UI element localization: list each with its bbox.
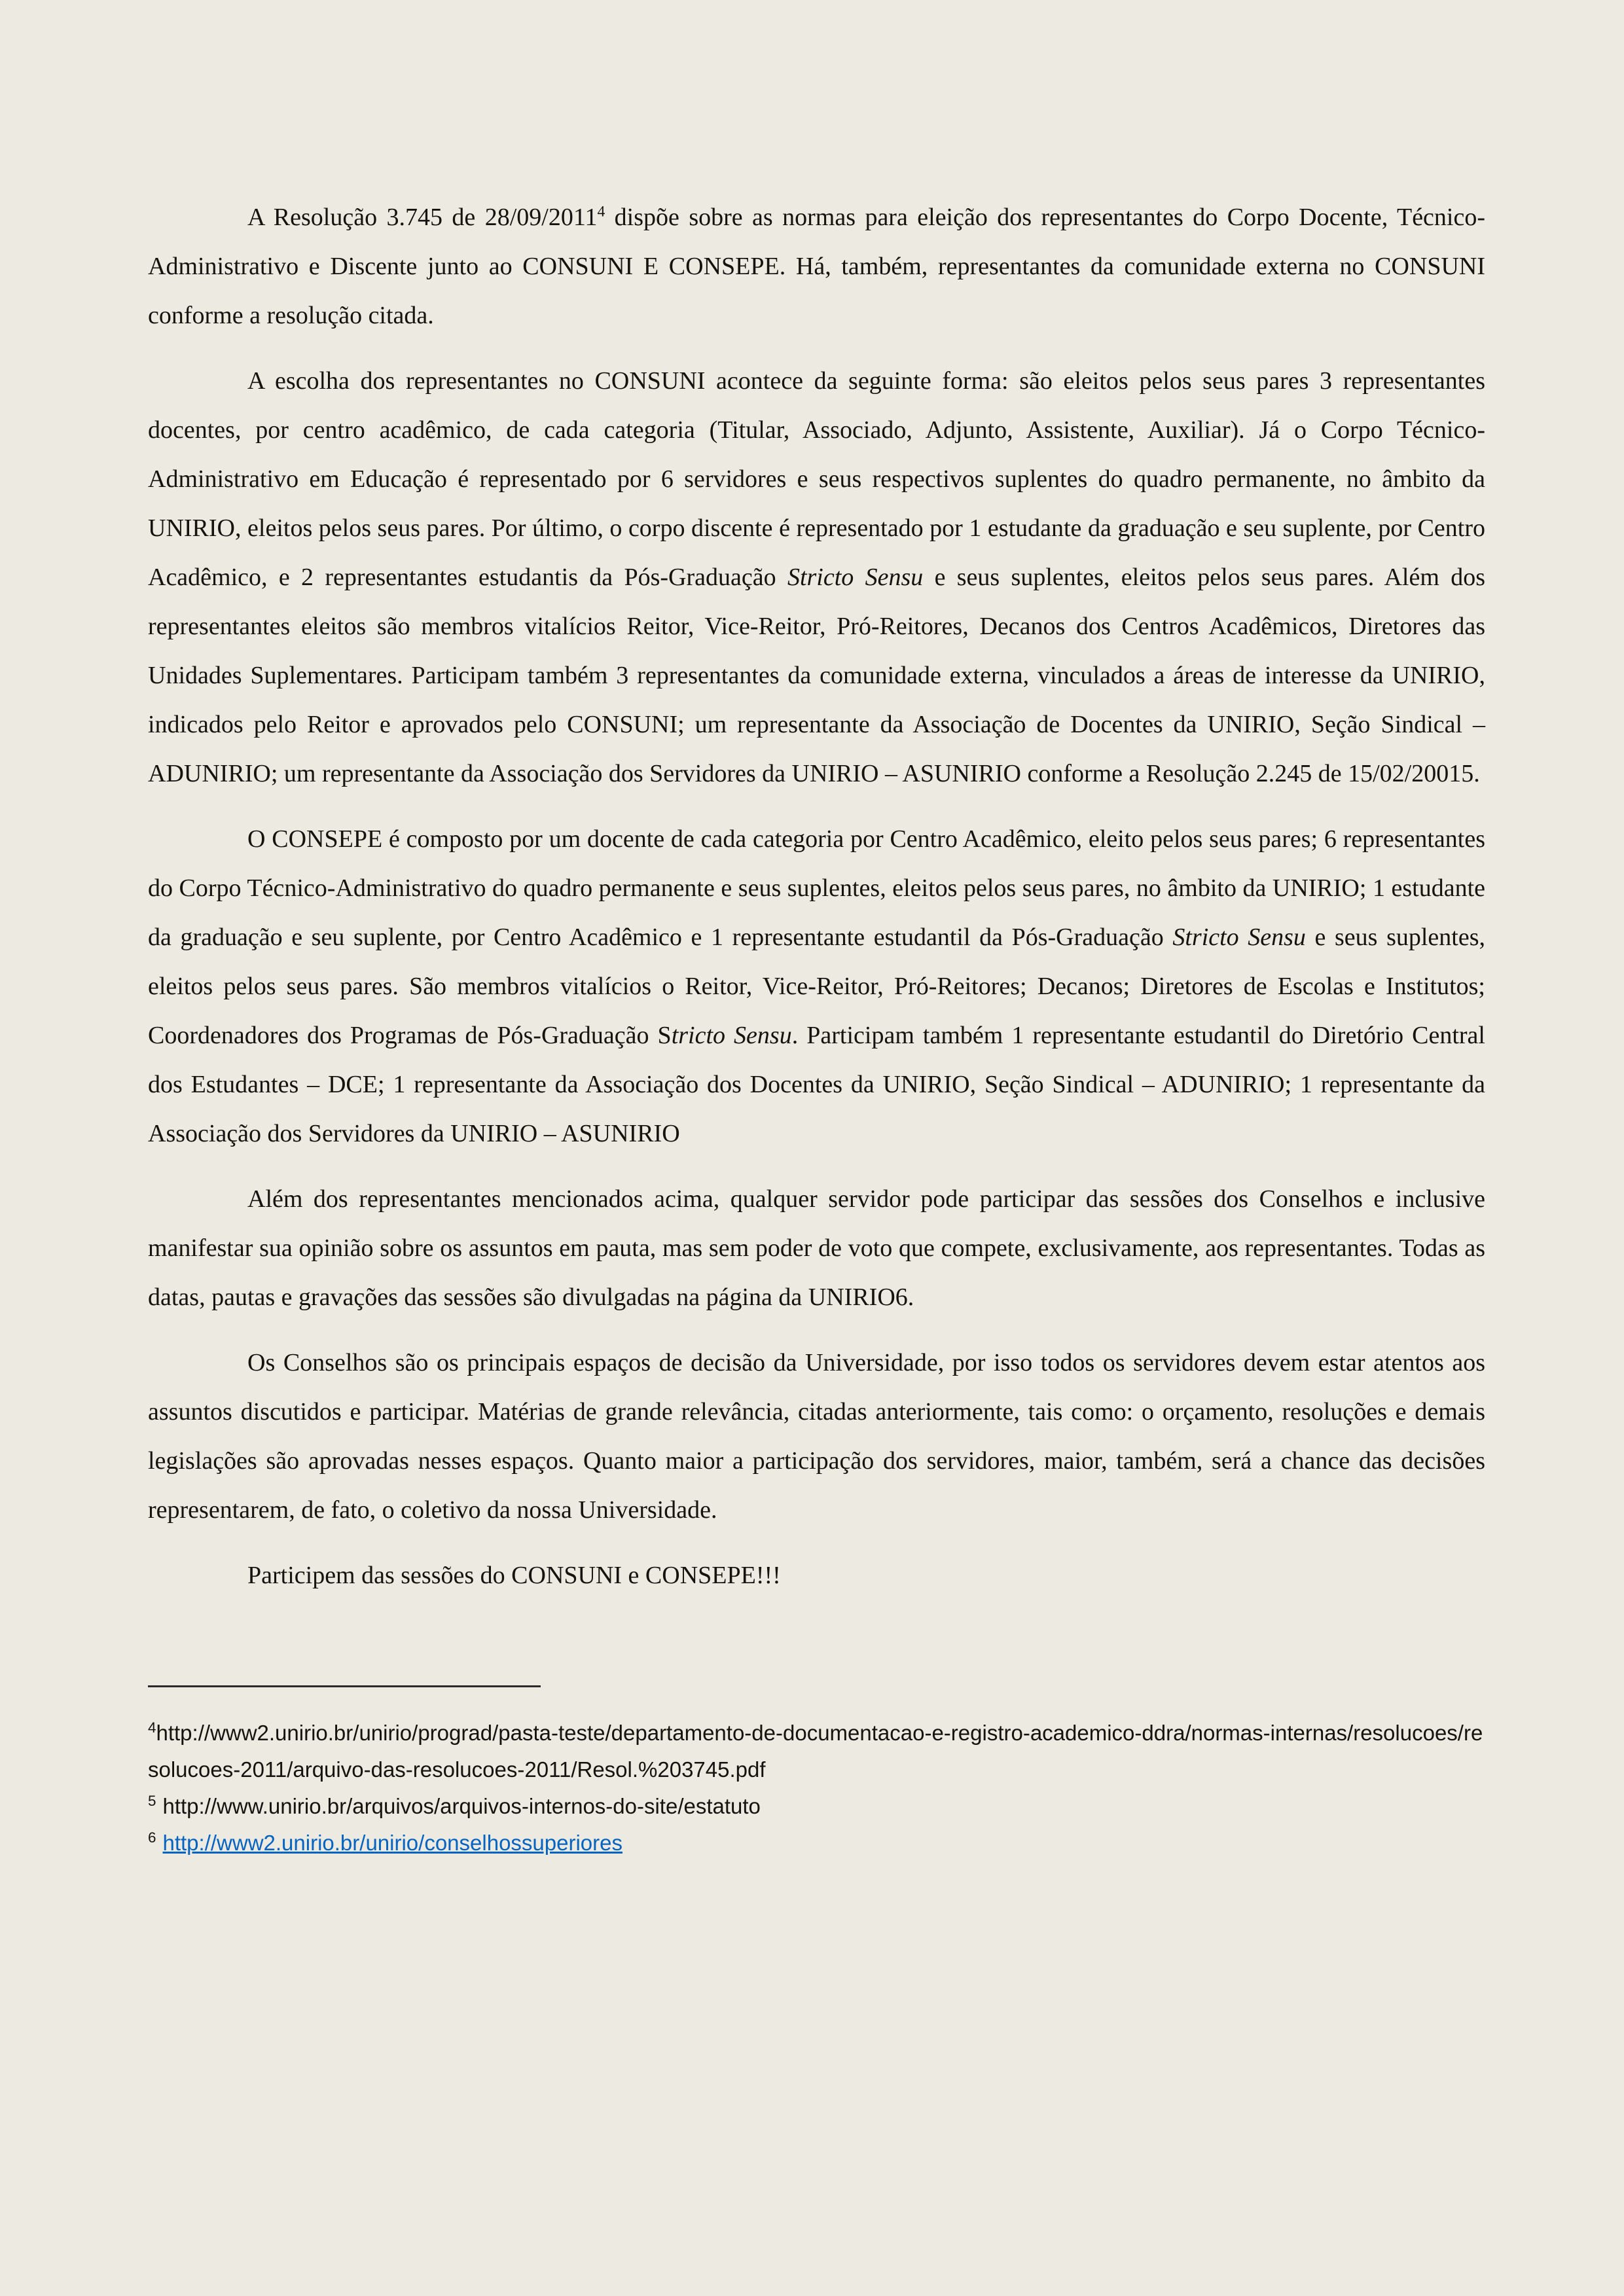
footnote-4-url: http://www2.unirio.br/unirio/prograd/pasta-teste/departamento-de-documentacao-e-registro-academico-ddra/normas-internas/resolucoes/resolucoes-2011/arquivo-das-resolucoes-2011/Resol.%203745.pdf — [148, 1721, 1483, 1782]
footnote-5-marker: 5 — [148, 1793, 156, 1809]
paragraph-consepe-composicao: O CONSEPE é composto por um docente de cada categoria por Centro Acadêmico, eleito pelos seus pares; 6 representantes do Corpo Técnico-Administrativo do quadro permanente e seus suplentes, eleitos pelos seus pares, no âmbito da UNIRIO; 1 estudante da graduação e seu suplente, por Centro Acadêmico e 1 representante estudantil da Pós-Graduação Stricto Sensu e seus suplentes, eleitos pelos seus pares. São membros vitalícios o Reitor, Vice-Reitor, Pró-Reitores; Decanos; Diretores de Escolas e Institutos; Coordenadores dos Programas de Pós-Graduação Stricto Sensu. Participam também 1 representante estudantil do Diretório Central dos Estudantes – DCE; 1 representante da Associação dos Docentes da UNIRIO, Seção Sindical – ADUNIRIO; 1 representante da Associação dos Servidores da UNIRIO – ASUNIRIO — [148, 825, 1485, 1147]
footnotes-section — [148, 1685, 1485, 1861]
footnote-6-link[interactable]: http://www2.unirio.br/unirio/conselhossuperiores — [162, 1831, 623, 1855]
footnote-6-marker: 6 — [148, 1829, 156, 1846]
paragraph-resolucao-3745: A Resolução 3.745 de 28/09/2011$^4$ dispõe sobre as normas para eleição dos representantes do Corpo Docente, Técnico-Administrativo e Discente junto ao CONSUNI E CONSEPE. Há, também, representantes da comunidade externa no CONSUNI conforme a resolução citada. — [148, 203, 1485, 329]
footnote-5 — [148, 1788, 1485, 1825]
footnote-4-marker: 4 — [148, 1719, 156, 1736]
footnote-5-url: http://www.unirio.br/arquivos/arquivos-internos-do-site/estatuto — [162, 1794, 761, 1818]
footnote-4 — [148, 1715, 1485, 1788]
document-body — [148, 193, 1485, 1617]
footnote-separator — [148, 1685, 541, 1687]
paragraph-participacao-sessoes: Além dos representantes mencionados acima, qualquer servidor pode participar das sessões dos Conselhos e inclusive manifestar sua opinião sobre os assuntos em pauta, mas sem poder de voto que compete, exclusivamente, aos representantes. Todas as datas, pautas e gravações das sessões são divulgadas na página da UNIRIO6. — [148, 1185, 1485, 1311]
paragraph-conselhos-decisao: Os Conselhos são os principais espaços de decisão da Universidade, por isso todos os servidores devem estar atentos aos assuntos discutidos e participar. Matérias de grande relevância, citadas anteriormente, tais como: o orçamento, resoluções e demais legislações são aprovadas nesses espaços. Quanto maior a participação dos servidores, maior, também, será a chance das decisões representarem, de fato, o coletivo da nossa Universidade. — [148, 1349, 1485, 1524]
paragraph-escolha-consuni: A escolha dos representantes no CONSUNI acontece da seguinte forma: são eleitos pelos seus pares 3 representantes docentes, por centro acadêmico, de cada categoria (Titular, Associado, Adjunto, Assistente, Auxiliar). Já o Corpo Técnico-Administrativo em Educação é representado por 6 servidores e seus respectivos suplentes do quadro permanente, no âmbito da UNIRIO, eleitos pelos seus pares. Por último, o corpo discente é representado por 1 estudante da graduação e seu suplente, por Centro Acadêmico, e 2 representantes estudantis da Pós-Graduação Stricto Sensu e seus suplentes, eleitos pelos seus pares. Além dos representantes eleitos são membros vitalícios Reitor, Vice-Reitor, Pró-Reitores, Decanos dos Centros Acadêmicos, Diretores das Unidades Suplementares. Participam também 3 representantes da comunidade externa, vinculados a áreas de interesse da UNIRIO, indicados pelo Reitor e aprovados pelo CONSUNI; um representante da Associação de Docentes da UNIRIO, Seção Sindical – ADUNIRIO; um representante da Associação dos Servidores da UNIRIO – ASUNIRIO conforme a Resolução 2.245 de 15/02/20015. — [148, 367, 1486, 787]
footnote-6 — [148, 1825, 1485, 1861]
closing-call-to-action: Participem das sessões do CONSUNI e CONSEPE!!! — [247, 1562, 781, 1589]
